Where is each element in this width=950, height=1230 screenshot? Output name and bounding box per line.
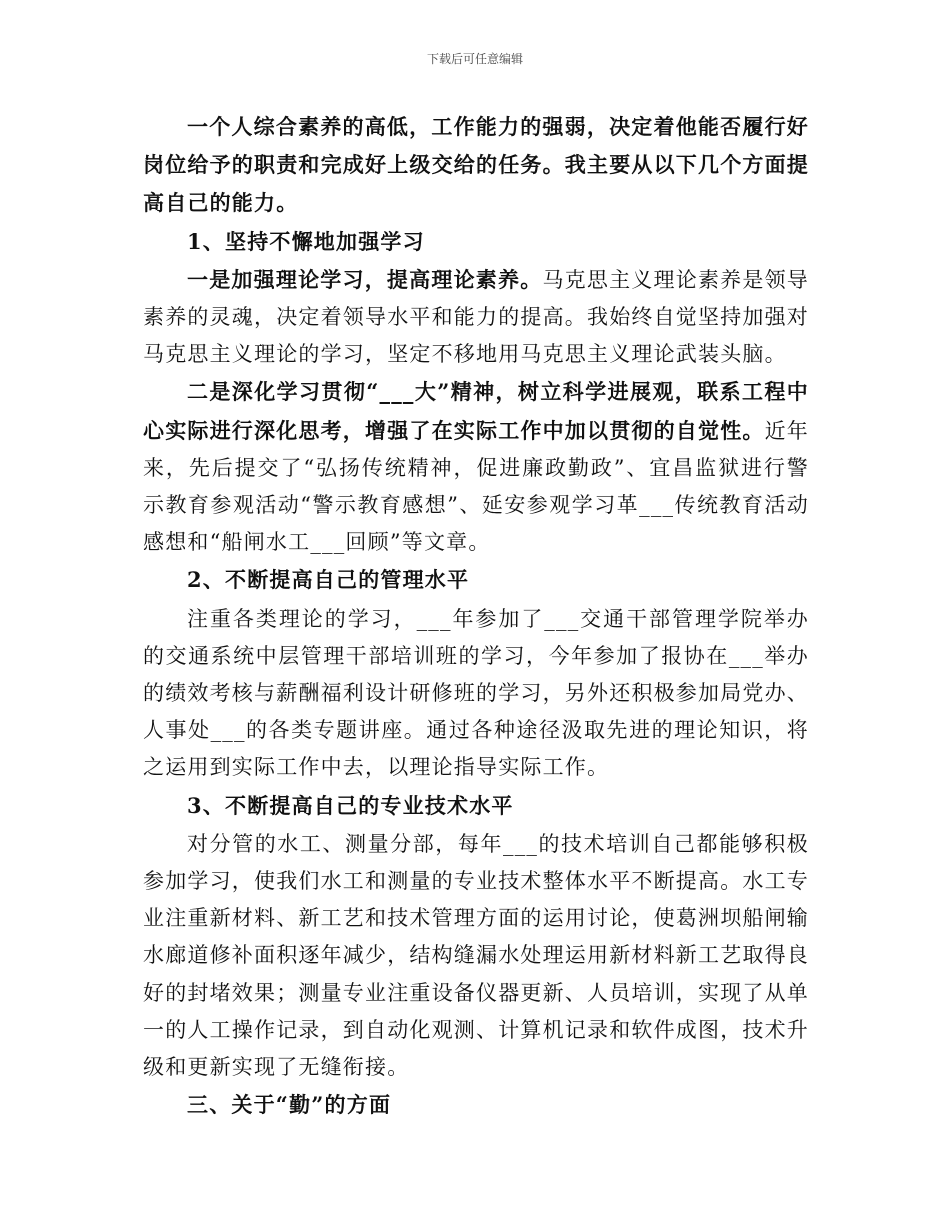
section-heading-2-text: 2、不断提高自己的管理水平 xyxy=(187,567,470,593)
section-heading-3 xyxy=(143,787,809,825)
paragraph-technical-text: 对分管的水工、测量分部，每年___的技术培训自己都能够积极参加学习，使我们水工和测量的专业技术整体水平不断提高。水工专业注重新材料、新工艺和技术管理方面的运用讨论，使葛洲坝船闸输水廊道修补面积逐年减少，结构缝漏水处理运用新材料新工艺取得良好的封堵效果；测量专业注重设备仪器更新、人员培训，实现了从单一的人工操作记录，到自动化观测、计算机记录和软件成图，技术升级和更新实现了无缝衔接。 xyxy=(143,831,809,1080)
paragraph-deepen-study-bold: 二是深化学习贯彻“___大”精神，树立科学进展观，联系工程中心实际进行深化思考，增强了在实际工作中加以贯彻的自觉性。 xyxy=(143,379,809,443)
paragraph-theory-study xyxy=(143,261,809,374)
paragraph-intro xyxy=(143,108,809,223)
paragraph-management xyxy=(143,600,809,787)
paragraph-management-text: 注重各类理论的学习，___年参加了___交通干部管理学院举办的交通系统中层管理干部培训班的学习，今年参加了报协在___举办的绩效考核与薪酬福利设计研修班的学习，另外还积极参加局党办、人事处___的各类专题讲座。通过各种途径汲取先进的理论知识，将之运用到实际工作中去，以理论指导实际工作。 xyxy=(143,606,809,780)
paragraph-deepen-study-text: 近年来，先后提交了“弘扬传统精神，促进廉政勤政”、宜昌监狱进行警示教育参观活动“警示教育感想”、延安参观学习革___传统教育活动感想和“船闸水工___回顾”等文章。 xyxy=(143,418,810,555)
paragraph-theory-study-text: 马克思主义理论素养是领导素养的灵魂，决定着领导水平和能力的提高。我始终自觉坚持加强对马克思主义理论的学习，坚定不移地用马克思主义理论武装头脑。 xyxy=(143,267,809,367)
paragraph-technical xyxy=(143,825,809,1086)
section-heading-diligence xyxy=(143,1086,809,1124)
paragraph-intro-bold: 一个人综合素养的高低，工作能力的强弱，决定着他能否履行好岗位给予的职责和完成好上级交给的任务。我主要从以下几个方面提高自己的能力。 xyxy=(143,114,809,216)
section-heading-1-text: 1、坚持不懈地加强学习 xyxy=(187,228,425,254)
section-heading-3-text: 3、不断提高自己的专业技术水平 xyxy=(187,792,514,818)
section-heading-2 xyxy=(143,561,809,599)
paragraph-deepen-study xyxy=(143,373,809,561)
document-body xyxy=(143,108,809,1124)
paragraph-theory-study-bold: 一是加强理论学习，提高理论素养。 xyxy=(187,266,543,292)
section-heading-1 xyxy=(143,223,809,261)
page-header: 下载后可任意编辑 xyxy=(426,52,523,66)
section-heading-diligence-text: 三、关于“勤”的方面 xyxy=(187,1092,392,1118)
